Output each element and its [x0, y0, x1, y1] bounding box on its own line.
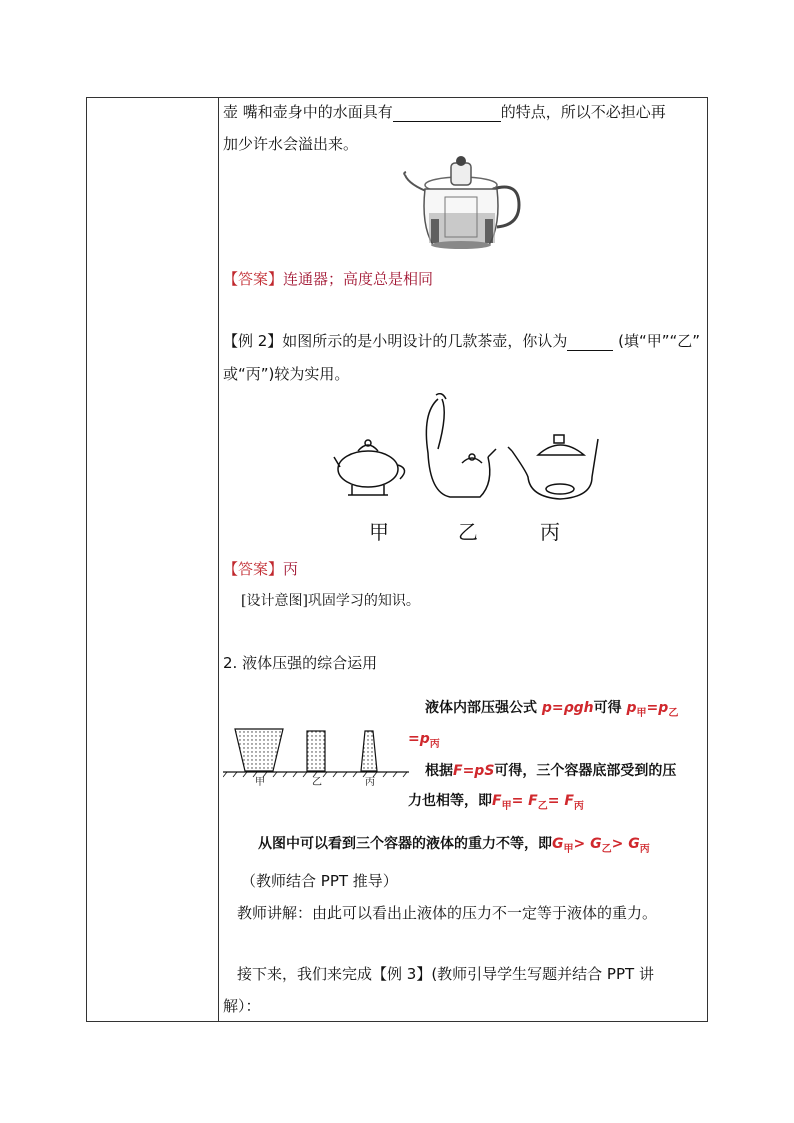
answer-tag: 【答案】 [223, 560, 284, 578]
next-example-line-2: 解）： [223, 997, 261, 1015]
lesson-content [223, 97, 703, 1022]
subscript: 乙 [668, 707, 679, 719]
teapot-text-part-a: 壶 嘴和壶身中的水面具有 [223, 103, 393, 121]
gravity-comparison [258, 834, 650, 860]
pot-label-bing: 丙 [540, 520, 560, 544]
container-label-jia: 甲 [255, 777, 265, 788]
example-2-line-1 [223, 331, 700, 351]
answer-blank[interactable] [393, 105, 501, 122]
text: 根据 [425, 763, 453, 779]
text: 可得 [593, 700, 627, 716]
force-equality: $F_甲= F_乙= F_丙$ [492, 793, 584, 812]
formula-p-rho-g-h: p=ρgh [541, 700, 594, 716]
teacher-derivation-note: （教师结合 PPT 推导） [241, 872, 398, 890]
subscript: 甲 [636, 707, 647, 719]
answer-blank[interactable] [567, 334, 613, 351]
example-2-text-b: (填“甲”“乙” [613, 332, 701, 350]
container-label-yi: 乙 [312, 777, 322, 788]
teapot-text-line-1 [223, 102, 666, 122]
answer-tag: 【答案】 [223, 270, 284, 288]
example-2-text-a: 【例 2】如图所示的是小明设计的几款茶壶，你认为 [223, 332, 568, 350]
gravity-inequality: $G_甲> G_乙> G_丙$ [552, 836, 650, 855]
text: 可得，三个容器底部受到的压 [494, 763, 677, 779]
section-2-heading: 2. 液体压强的综合运用 [223, 654, 378, 672]
example-2-line-2: 或“丙”)较为实用。 [223, 365, 350, 383]
next-example-line-1: 接下来，我们来完成【例 3】(教师引导学生写题并结合 PPT 讲 [237, 965, 654, 983]
pot-label-yi: 乙 [458, 520, 478, 544]
formula-f-p-s: F=pS [453, 763, 495, 779]
symbol: =p [408, 731, 430, 747]
pressure-formula-line-1 [425, 698, 678, 724]
subscript: 丙 [429, 738, 440, 750]
symbol: =p [646, 700, 669, 716]
pot-label-jia: 甲 [369, 520, 389, 544]
text: 从图中可以看到三个容器的液体的重力不等，即 [258, 836, 552, 852]
force-formula-line-2 [408, 791, 584, 817]
answer-text: 连通器；高度总是相同 [283, 270, 434, 288]
glass-teapot-image [401, 155, 525, 255]
answer-1 [223, 269, 433, 289]
text: 力也相等，即 [408, 793, 492, 809]
three-teapots-diagram [330, 393, 600, 505]
teapot-text-part-b: 的特点，所以不必担心再 [500, 103, 666, 121]
answer-2 [223, 559, 298, 579]
text: 液体内部压强公式 [425, 700, 542, 716]
force-formula-line-1 [425, 761, 676, 781]
teapot-text-line-2: 加少许水会溢出来。 [223, 135, 359, 153]
pressure-formula-line-2 [408, 729, 440, 755]
symbol: p [626, 700, 637, 716]
answer-text: 丙 [283, 560, 299, 578]
container-label-bing: 丙 [365, 777, 375, 788]
table-column-divider [218, 97, 219, 1022]
teacher-explanation: 教师讲解：由此可以看出止液体的压力不一定等于液体的重力。 [237, 904, 658, 922]
design-intent: [设计意图]巩固学习的知识。 [241, 593, 420, 609]
pressure-equality [626, 700, 679, 719]
